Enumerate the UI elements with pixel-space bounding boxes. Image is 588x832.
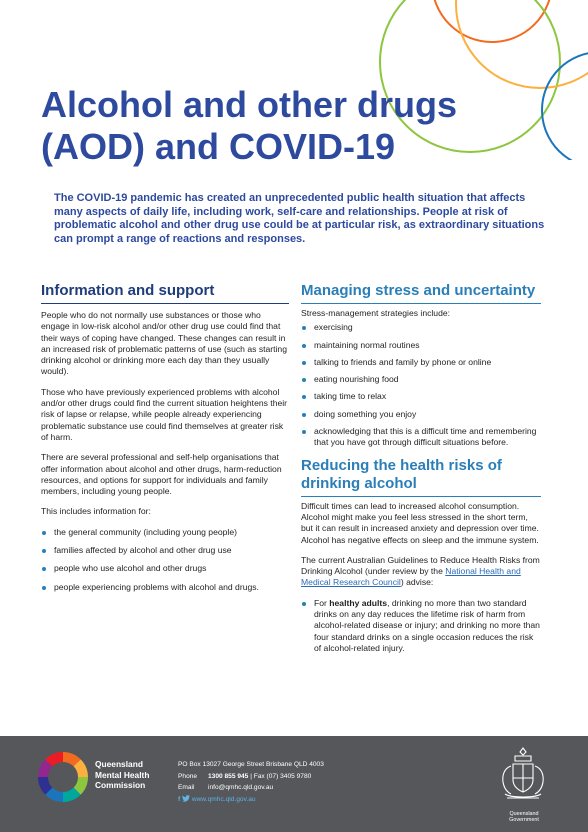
facebook-icon[interactable]: f	[178, 795, 181, 803]
twitter-icon[interactable]	[182, 795, 190, 802]
info-paragraph-3: There are several professional and self-help organisations that offer information about alcohol and other drugs, harm-reduction resources, and options for support for individuals and family members, including young people.	[41, 452, 282, 497]
list-item: people experiencing problems with alcohol and drugs.	[41, 582, 289, 593]
risks-paragraph-1: Difficult times can lead to increased alcohol consumption. Alcohol might make you feel less stressed in the short term, but it can result in increased anxiety and depression over time. Alcohol has negative effects on sleep and the immune system.	[301, 500, 539, 545]
contact-details	[178, 759, 324, 805]
list-item: acknowledging that this is a difficult time and remembering that you have got through difficult situations before.	[301, 426, 541, 449]
postal-address: PO Box 13027 George Street Brisbane QLD 4003	[178, 761, 324, 768]
website-link[interactable]: www.qmhc.qld.gov.au	[191, 795, 256, 803]
page-title	[41, 84, 481, 168]
list-item: the general community (including young people)	[41, 527, 289, 538]
intro-paragraph: The COVID-19 pandemic has created an unprecedented public health situation that affects many aspects of daily life, including work, self-care and relationships. People at risk of problematic alcohol and other drug use could be at particular risk, as extraordinary situations can prompt a range of reactions and responses.	[54, 192, 545, 245]
info-paragraph-1: People who do not normally use substances or those who engage in low-risk alcohol and/or other drug use could find that their ways of coping have changed. These changes can result in an increased risk of problematic patterns of use (such as starting drinking alcohol or drinking more each day than they usually would).	[41, 310, 287, 377]
qmhc-logo-icon	[37, 751, 89, 803]
gov-line-2: Government	[509, 817, 539, 824]
healthy-adults-text: healthy adults	[329, 597, 388, 608]
gov-line-1: Queensland	[509, 811, 539, 817]
queensland-crest-icon	[497, 744, 549, 806]
org-line-3: Commission	[95, 780, 146, 790]
right-column	[301, 282, 541, 662]
list-item: people who use alcohol and other drugs	[41, 563, 289, 574]
information-support-heading: Information and support	[41, 282, 289, 304]
org-line-2: Mental Health	[95, 769, 150, 780]
bullet-prefix: For	[314, 597, 330, 608]
title-line-1: Alcohol and other drugs	[41, 84, 458, 125]
list-item: families affected by alcohol and other drug use	[41, 545, 289, 556]
list-item	[301, 598, 541, 654]
email-line	[178, 782, 324, 794]
reducing-risks-heading: Reducing the health risks of drinking alcohol	[301, 457, 541, 497]
org-line-1: Queensland	[95, 759, 143, 769]
advise-text: ) advise:	[400, 577, 434, 588]
info-paragraph-2: Those who have previously experienced problems with alcohol and/or other drugs could find the current situation heightens their risk of lapse or relapse, while people already experiencing problematic substance use could find themselves at greater risk of harm.	[41, 386, 288, 442]
stress-strategies-list	[301, 322, 541, 448]
phone-label: Phone	[178, 772, 198, 780]
list-item: eating nourishing food	[301, 374, 541, 385]
title-line-2: (AOD) and COVID-19	[41, 126, 396, 167]
info-audience-list	[41, 527, 289, 593]
info-paragraph-4: This includes information for:	[41, 506, 151, 517]
web-line	[178, 794, 324, 806]
bullet-rest: , drinking no more than two standard drinks on any day reduces the lifetime risk of harm from alcohol-related disease or injury; and drinking no more than four standard drinks on a single occasion reduces the risk of alcohol-related injury.	[314, 597, 540, 653]
left-column	[41, 282, 289, 601]
organisation-name	[95, 759, 149, 791]
email-address: info@qmhc.qld.gov.au	[208, 784, 274, 791]
list-item: exercising	[301, 322, 541, 333]
list-item: maintaining normal routines	[301, 340, 541, 351]
nhmrc-link[interactable]: National Health and Medical Research Council	[301, 566, 521, 588]
managing-stress-heading: Managing stress and uncertainty	[301, 282, 541, 304]
risks-paragraph-2	[301, 555, 541, 589]
guidelines-list	[301, 598, 541, 654]
stress-lead: Stress-management strategies include:	[301, 308, 451, 318]
email-label: Email	[178, 784, 195, 791]
guidelines-text: The current Australian Guidelines to Reduce Health Risks from Drinking Alcohol (under review by the	[301, 554, 540, 577]
phone-line	[178, 771, 324, 783]
list-item: talking to friends and family by phone or online	[301, 357, 541, 368]
queensland-government-wordmark	[499, 811, 549, 824]
list-item: taking time to relax	[301, 391, 541, 402]
phone-number: 1300 855 945	[208, 772, 249, 780]
list-item: doing something you enjoy	[301, 409, 541, 420]
fax-number: | Fax (07) 3405 9780	[250, 772, 312, 780]
